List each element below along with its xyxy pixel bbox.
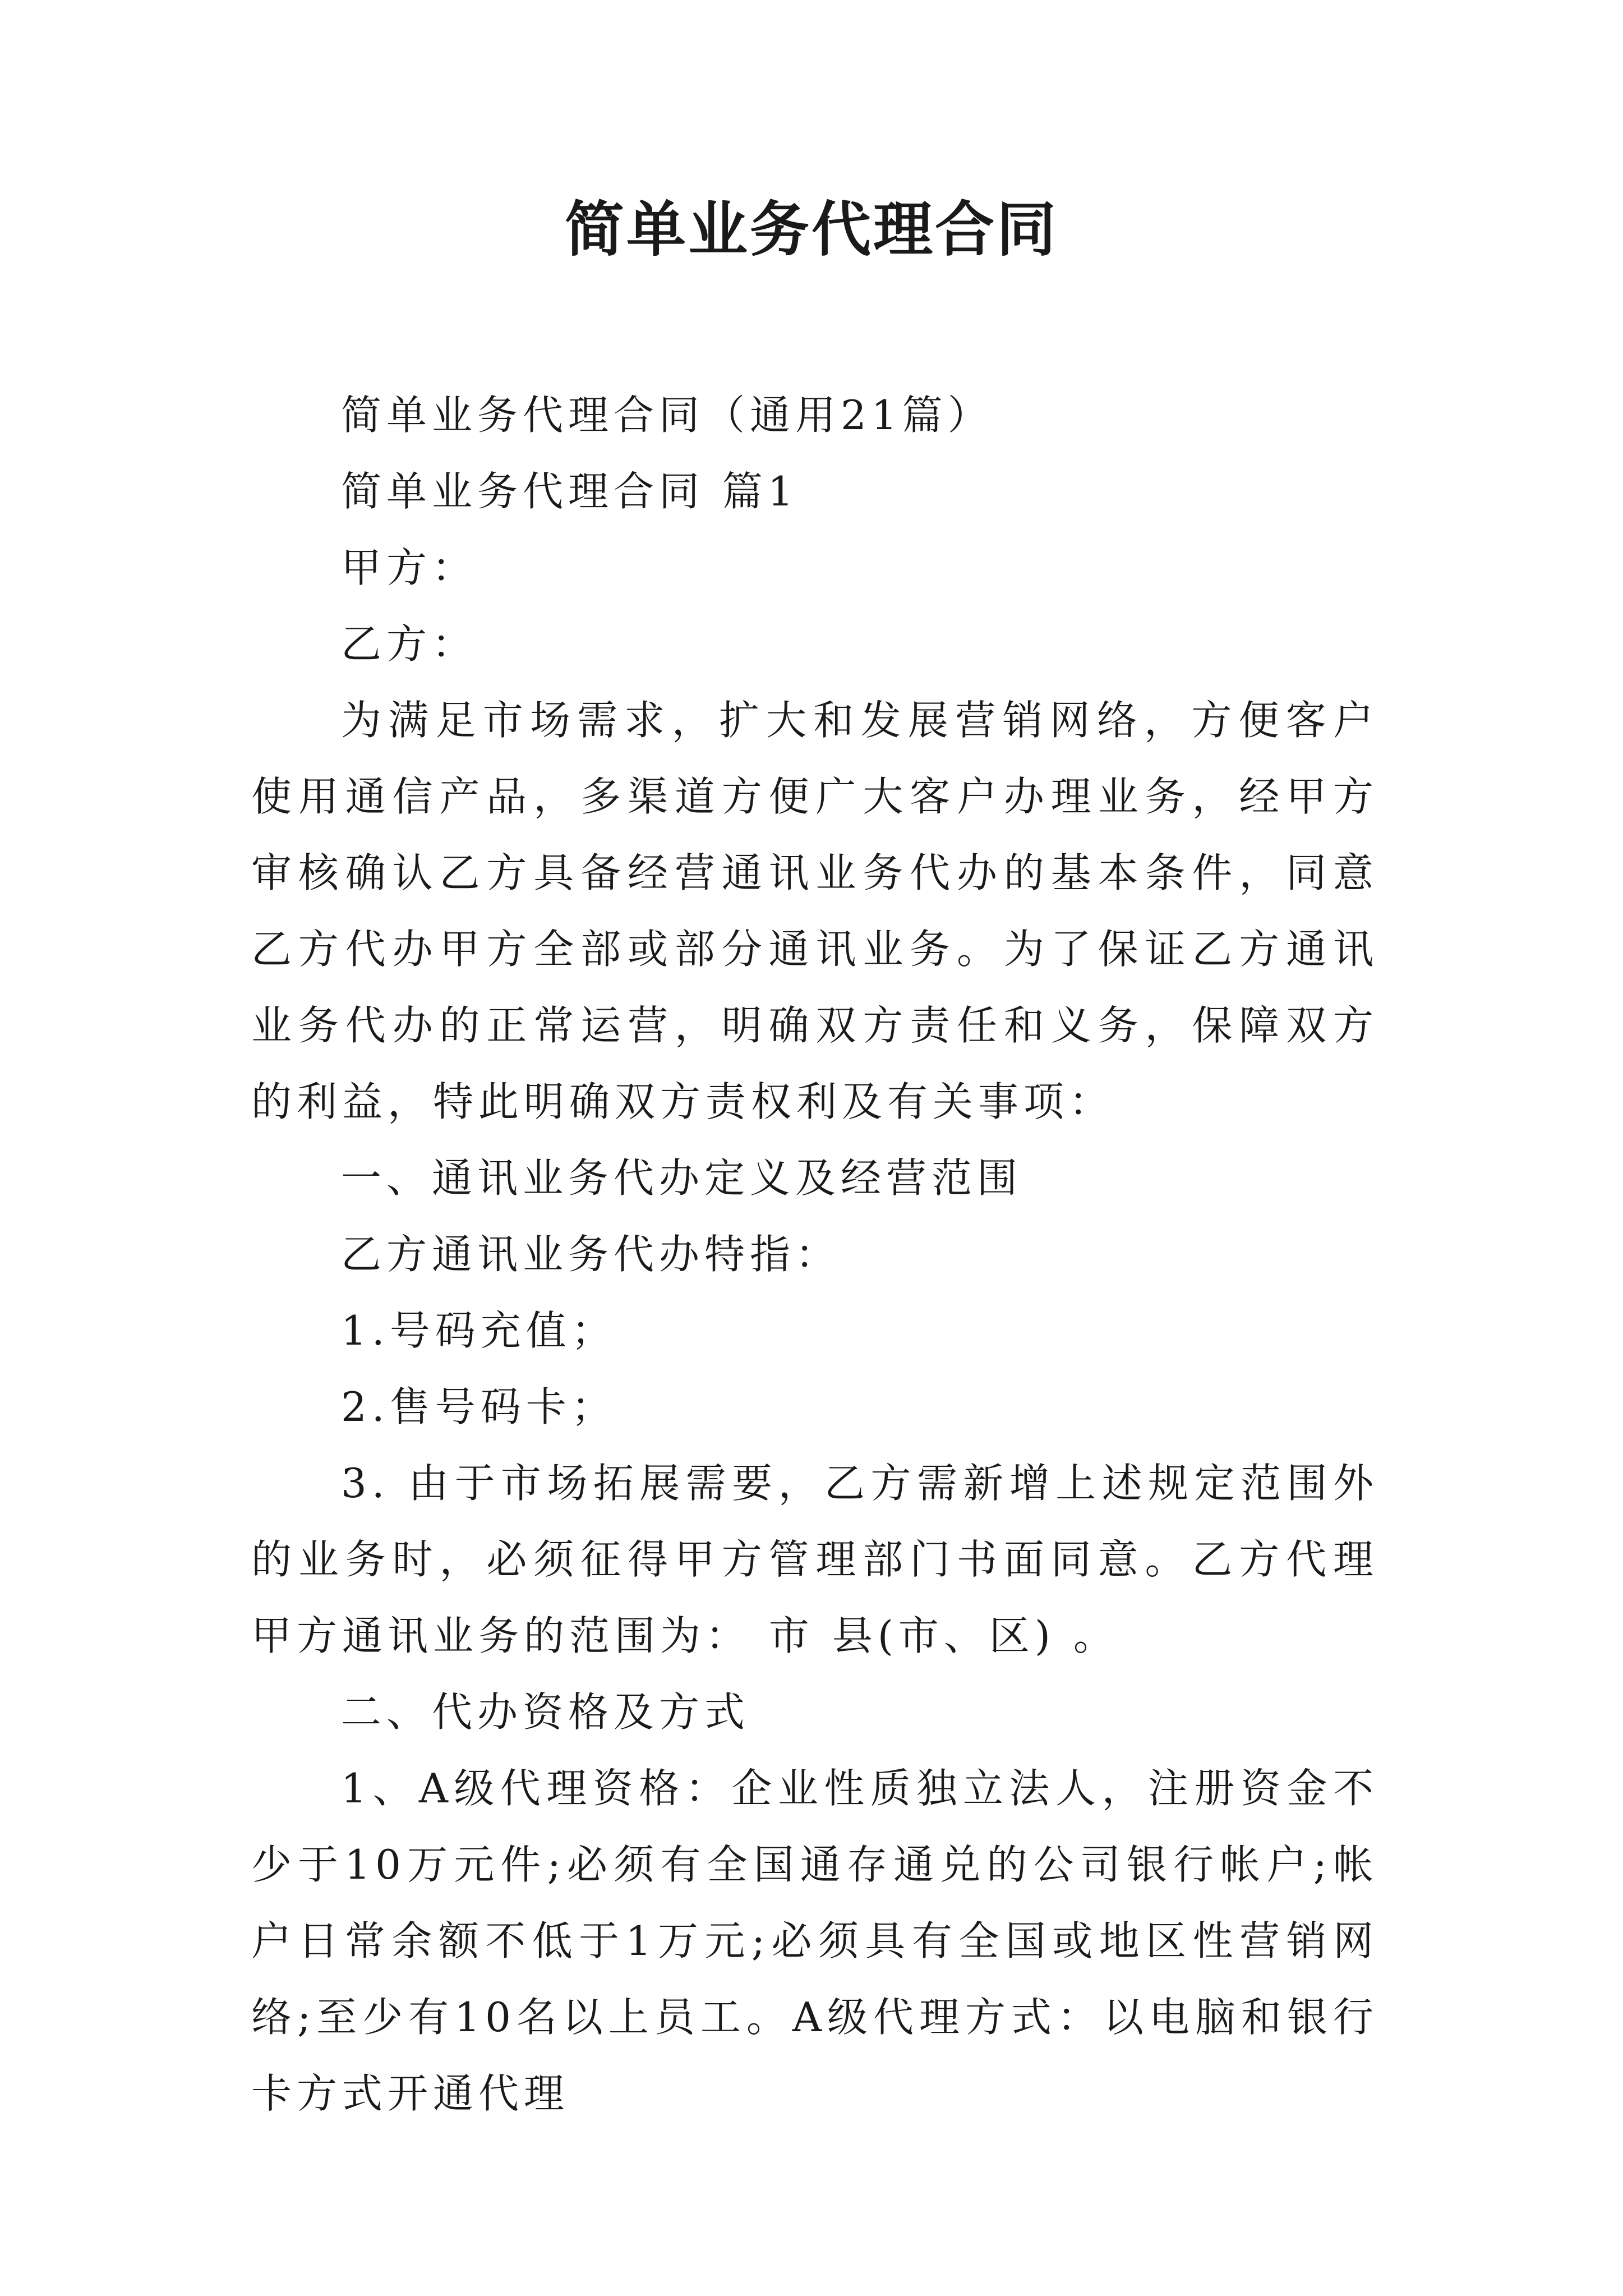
scope-item-2: 2.售号码卡； xyxy=(341,1383,617,1430)
section-heading-part-1: 简单业务代理合同 篇1 xyxy=(341,468,799,515)
section-heading-scope: 一、通讯业务代办定义及经营范围 xyxy=(341,1154,1023,1202)
qualification-item-1: 1、A级代理资格：企业性质独立法人，注册资金不少于10万元件;必须有全国通存通兑的公司银行帐户;帐户日常余额不低于1万元;必须具有全国或地区性营销网络;至少有10名以上员工。A级代理方式：以电脑和银行卡方式开通代理 xyxy=(251,1765,1378,2117)
subtitle-collection: 简单业务代理合同（通用21篇） xyxy=(341,392,993,439)
party-a-line: 甲方： xyxy=(341,544,478,591)
preamble-paragraph: 为满足市场需求，扩大和发展营销网络，方便客户使用通信产品，多渠道方便广大客户办理业务，经甲方审核确认乙方具备经营通讯业务代办的基本条件，同意乙方代办甲方全部或部分通讯业务。为了保证乙方通讯业务代办的正常运营，明确双方责任和义务，保障双方的利益，特此明确双方责权利及有关事项： xyxy=(251,697,1378,1125)
section-heading-qualification: 二、代办资格及方式 xyxy=(341,1688,750,1736)
scope-intro: 乙方通讯业务代办特指： xyxy=(341,1231,841,1278)
document-body xyxy=(251,377,1378,2132)
scope-item-1: 1.号码充值； xyxy=(341,1307,617,1354)
scope-item-3: 3. 由于市场拓展需要，乙方需新增上述规定范围外的业务时，必须征得甲方管理部门书面同意。乙方代理甲方通讯业务的范围为： 市 县(市、区) 。 xyxy=(251,1460,1378,1659)
party-b-line: 乙方： xyxy=(341,620,478,668)
document-title: 简单业务代理合同 xyxy=(565,195,1058,264)
